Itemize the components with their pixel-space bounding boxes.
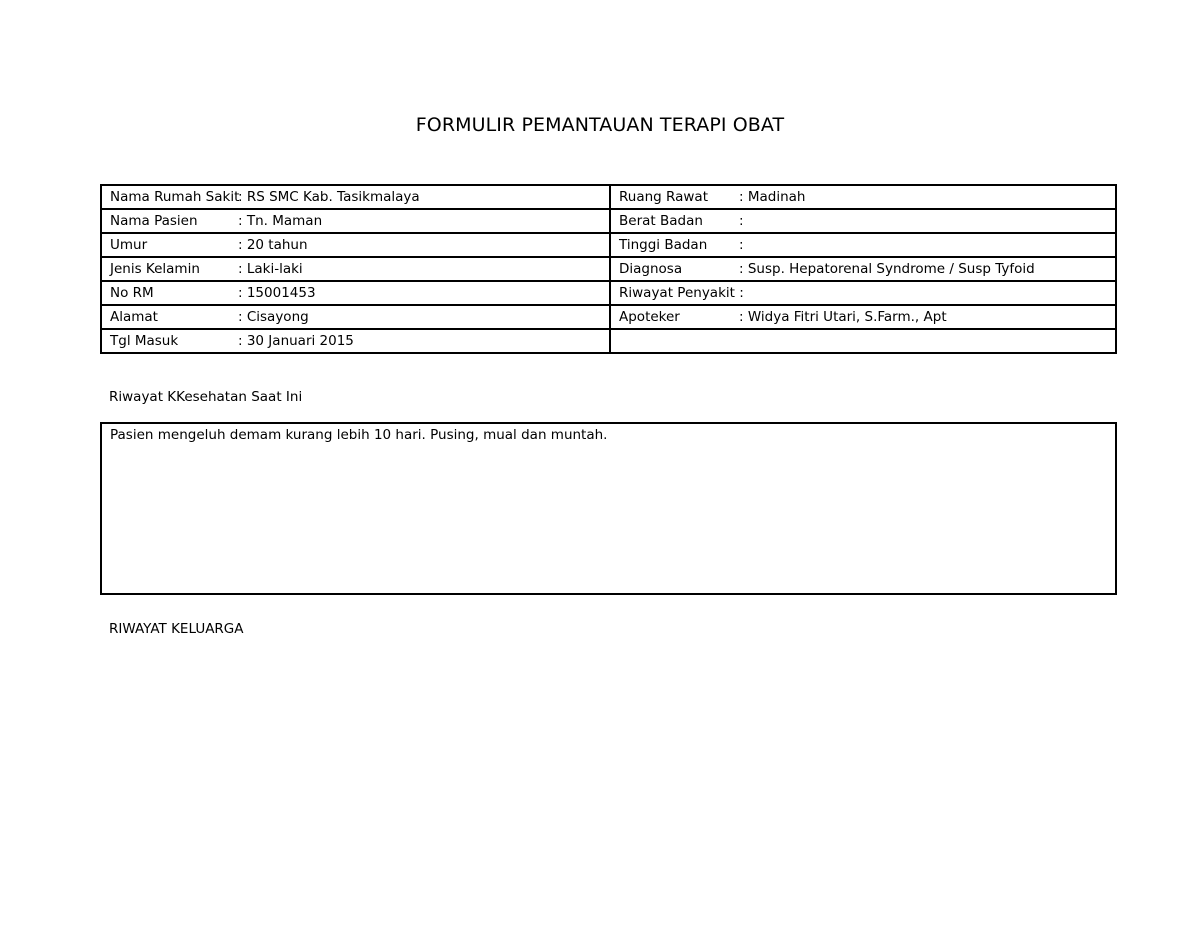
address-value: : Cisayong [238, 309, 309, 325]
health-history-text: Pasien mengeluh demam kurang lebih 10 hari. Pusing, mual dan muntah. [110, 427, 608, 443]
patient-name-value: : Tn. Maman [238, 213, 323, 229]
admission-date-value: : 30 Januari 2015 [238, 333, 354, 349]
gender-value: : Laki-laki [238, 261, 303, 277]
disease-history-label: Riwayat Penyakit : [619, 285, 744, 301]
table-row [101, 209, 1116, 233]
weight-cell [610, 209, 1116, 233]
age-value: : 20 tahun [238, 237, 308, 253]
height-value: : [739, 237, 744, 253]
ward-value: : Madinah [739, 189, 806, 205]
health-history-box [100, 422, 1117, 595]
medical-record-value: : 15001453 [238, 285, 316, 301]
height-label: Tinggi Badan [619, 237, 708, 253]
ward-cell [610, 185, 1116, 209]
health-history-label: Riwayat KKesehatan Saat Ini [109, 389, 303, 405]
admission-date-label: Tgl Masuk [110, 333, 179, 349]
age-label: Umur [110, 237, 148, 253]
weight-value: : [739, 213, 744, 229]
disease-history-cell [610, 281, 1116, 305]
table-row [101, 305, 1116, 329]
height-cell [610, 233, 1116, 257]
pharmacist-cell [610, 305, 1116, 329]
address-cell [101, 305, 610, 329]
address-label: Alamat [110, 309, 158, 325]
form-title: FORMULIR PEMANTAUAN TERAPI OBAT [415, 114, 785, 136]
hospital-name-label: Nama Rumah Sakit [110, 189, 240, 205]
medical-record-cell [101, 281, 610, 305]
gender-label: Jenis Kelamin [110, 261, 200, 277]
diagnosis-label: Diagnosa [619, 261, 683, 277]
pharmacist-value: : Widya Fitri Utari, S.Farm., Apt [739, 309, 947, 325]
table-row [101, 329, 1116, 353]
age-cell [101, 233, 610, 257]
table-row [101, 185, 1116, 209]
table-row [101, 281, 1116, 305]
table-row [101, 233, 1116, 257]
ward-label: Ruang Rawat [619, 189, 708, 205]
pharmacist-label: Apoteker [619, 309, 680, 325]
table-row [101, 257, 1116, 281]
hospital-name-value: : RS SMC Kab. Tasikmalaya [238, 189, 420, 205]
admission-date-cell [101, 329, 610, 353]
weight-label: Berat Badan [619, 213, 703, 229]
patient-name-label: Nama Pasien [110, 213, 198, 229]
patient-info-table [100, 184, 1117, 354]
patient-name-cell [101, 209, 610, 233]
diagnosis-value: : Susp. Hepatorenal Syndrome / Susp Tyfoid [739, 261, 1035, 277]
hospital-name-cell [101, 185, 610, 209]
medical-record-label: No RM [110, 285, 154, 301]
family-history-label: RIWAYAT KELUARGA [109, 621, 244, 637]
empty-cell [610, 329, 1116, 353]
gender-cell [101, 257, 610, 281]
diagnosis-cell [610, 257, 1116, 281]
